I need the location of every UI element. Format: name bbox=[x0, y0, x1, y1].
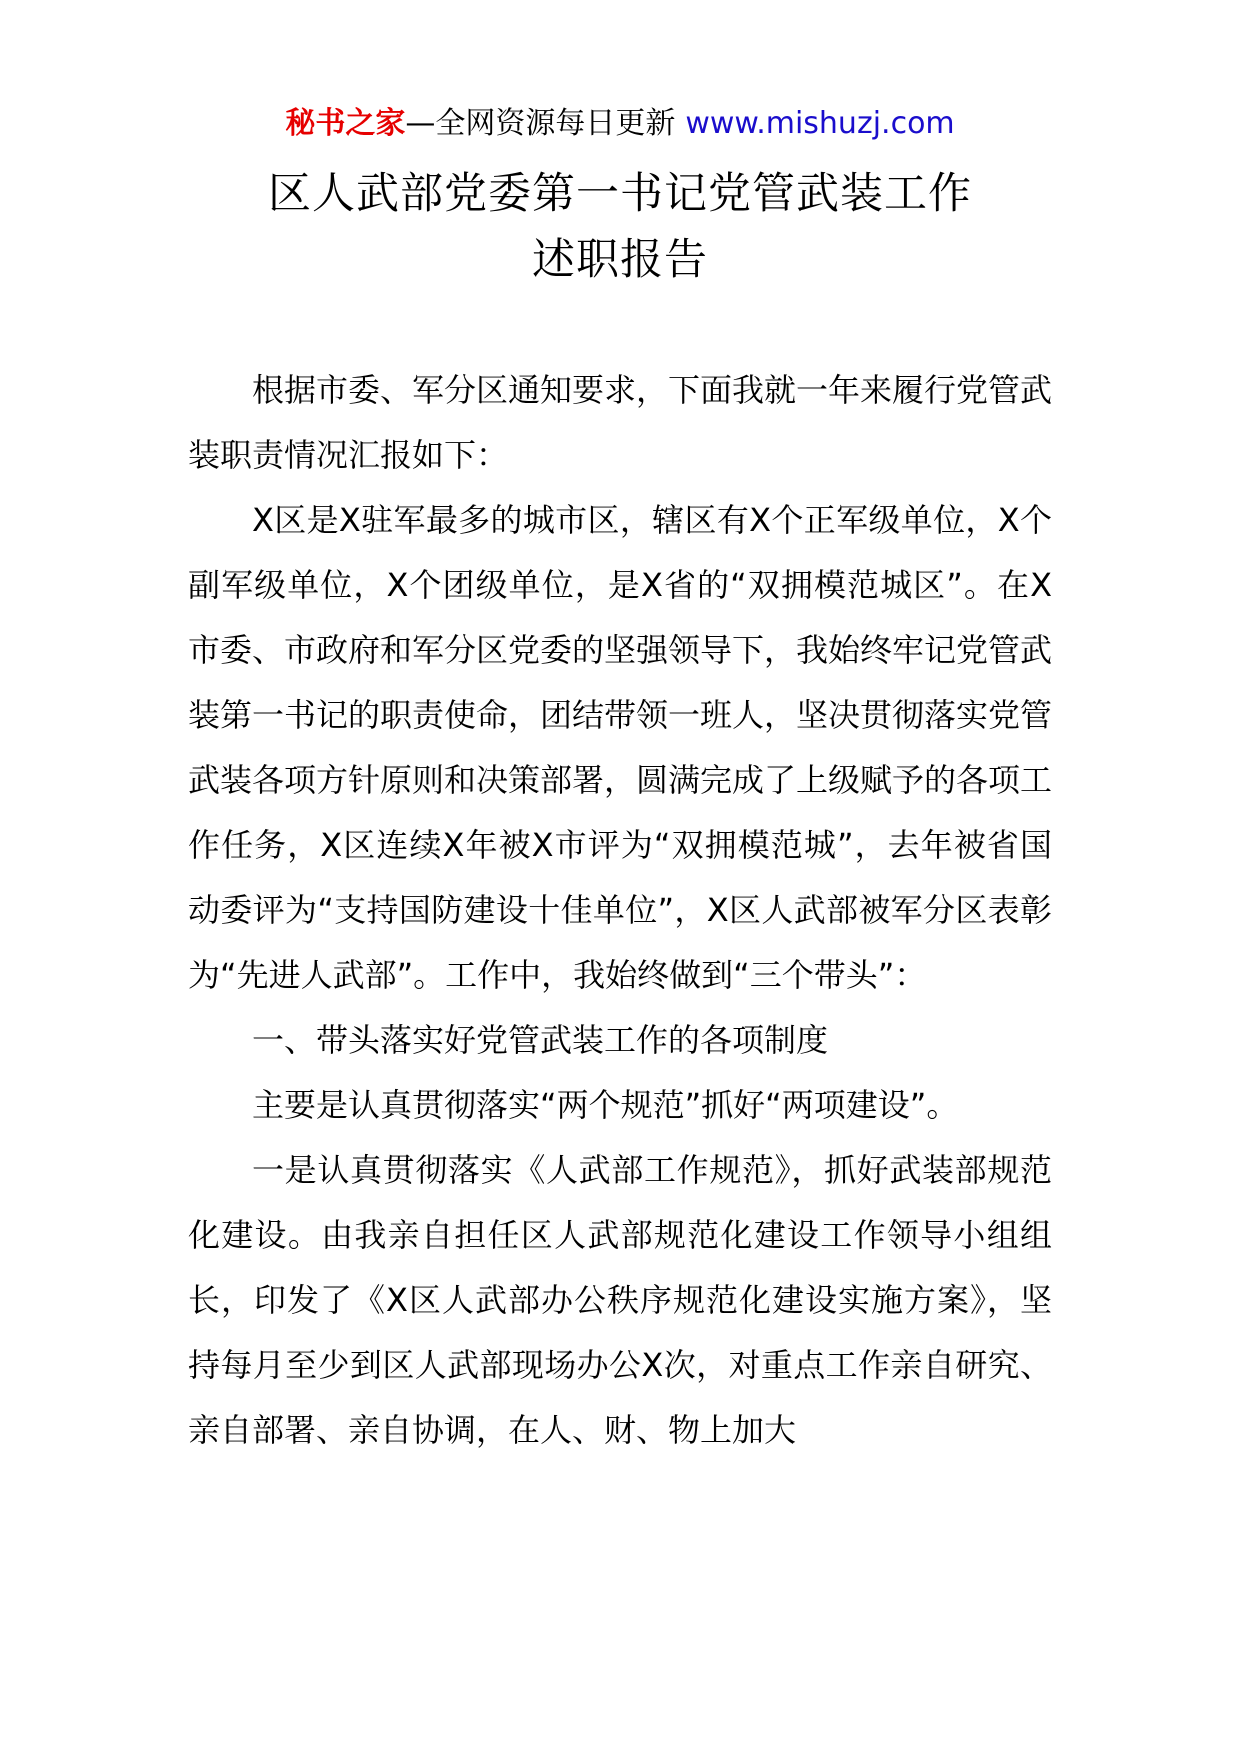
body-paragraph-section-1-point-1: 一是认真贯彻落实《人武部工作规范》，抓好武装部规范化建设。由我亲自担任区人武部规范化建设工作领导小组组长，印发了《X区人武部办公秩序规范化建设实施方案》，坚持每月至少到区人武部现场办公X次，对重点工作亲自研究、亲自部署、亲自协调，在人、财、物上加大 bbox=[188, 1151, 1052, 1449]
watermark-url[interactable]: www.mishuzj.com bbox=[685, 106, 955, 141]
document-title-line-1: 区人武部党委第一书记党管武装工作 bbox=[268, 169, 972, 219]
document-title-line-2: 述职报告 bbox=[532, 235, 708, 285]
body-paragraph-overview: X区是X驻军最多的城市区，辖区有X个正军级单位，X个副军级单位，X个团级单位，是X省的“双拥模范城区”。在X市委、市政府和军分区党委的坚强领导下，我始终牢记党管武装第一书记的职责使命，团结带领一班人，坚决贯彻落实党管武装各项方针原则和决策部署，圆满完成了上级赋予的各项工作任务，X区连续X年被X市评为“双拥模范城”，去年被省国动委评为“支持国防建设十佳单位”，X区人武部被军分区表彰为“先进人武部”。工作中，我始终做到“三个带头”： bbox=[188, 501, 1053, 994]
body-paragraph-intro: 根据市委、军分区通知要求，下面我就一年来履行党管武装职责情况汇报如下： bbox=[188, 371, 1053, 474]
watermark-brand: 秘书之家 bbox=[285, 106, 406, 141]
site-watermark bbox=[0, 104, 1240, 144]
section-heading-1: 一、带头落实好党管武装工作的各项制度 bbox=[252, 1021, 829, 1059]
watermark-slogan: 全网资源每日更新 bbox=[435, 106, 676, 141]
body-paragraph-section-1-summary: 主要是认真贯彻落实“两个规范”抓好“两项建设”。 bbox=[252, 1086, 959, 1124]
watermark-dash: — bbox=[405, 106, 436, 141]
document-body bbox=[188, 358, 1052, 1463]
